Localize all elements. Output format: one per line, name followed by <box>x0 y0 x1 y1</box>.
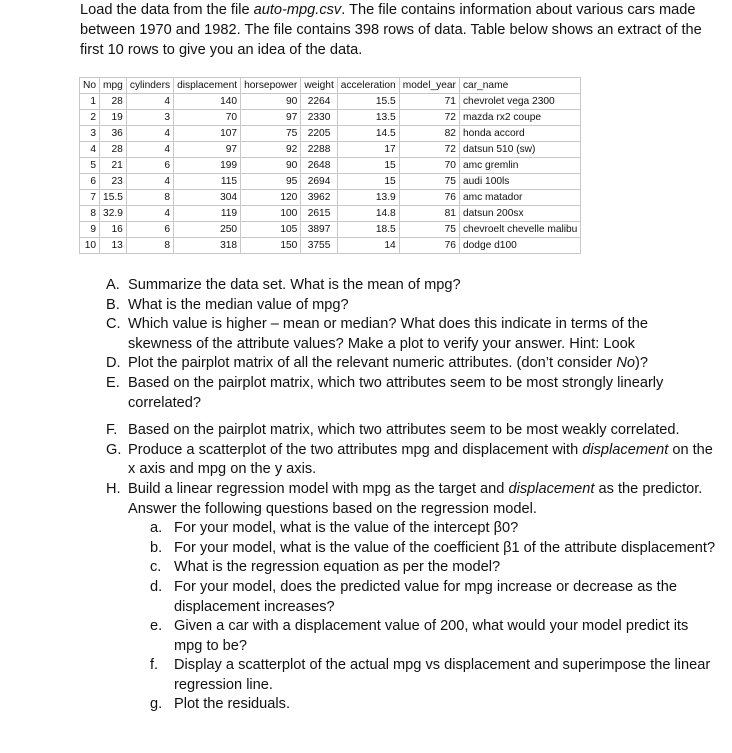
col-header-mpg: mpg <box>100 78 127 94</box>
question-f <box>106 421 716 441</box>
table-row <box>80 206 581 222</box>
cell-displacement: 318 <box>174 238 241 254</box>
cell-weight: 2205 <box>301 126 337 142</box>
col-header-model-year: model_year <box>399 78 459 94</box>
cell-cylinders: 6 <box>126 158 173 174</box>
question-text-em: No <box>616 355 635 372</box>
subquestion-letter: b. <box>150 539 163 556</box>
cell-cylinders: 4 <box>126 142 173 158</box>
cell-car-name: mazda rx2 coupe <box>459 110 580 126</box>
cell-horsepower: 90 <box>241 158 301 174</box>
cell-horsepower: 95 <box>241 174 301 190</box>
question-letter: H. <box>106 480 121 497</box>
subquestion-f <box>150 656 716 695</box>
cell-model-year: 70 <box>399 158 459 174</box>
subquestion-d <box>150 578 716 617</box>
question-d <box>106 354 716 374</box>
table-row <box>80 174 581 190</box>
table-row <box>80 110 581 126</box>
subquestion-text: For your model, what is the value of the coefficient β1 of the attribute displacement? <box>174 539 716 556</box>
cell-mpg: 16 <box>100 222 127 238</box>
table-row <box>80 142 581 158</box>
subquestion-b <box>150 539 716 559</box>
cell-car-name: amc matador <box>459 190 580 206</box>
cell-model-year: 81 <box>399 206 459 222</box>
subquestion-letter: f. <box>150 657 159 674</box>
cell-weight: 2330 <box>301 110 337 126</box>
cell-acceleration: 14.5 <box>337 126 399 142</box>
cell-mpg: 21 <box>100 158 127 174</box>
subquestion-letter: g. <box>150 696 163 713</box>
col-header-weight: weight <box>301 78 337 94</box>
cell-mpg: 32.9 <box>100 206 127 222</box>
cell-cylinders: 6 <box>126 222 173 238</box>
cell-cylinders: 4 <box>126 126 173 142</box>
cell-model-year: 76 <box>399 238 459 254</box>
col-header-acceleration: acceleration <box>337 78 399 94</box>
intro-text <box>80 0 720 60</box>
cell-weight: 3755 <box>301 238 337 254</box>
cell-car-name: datsun 510 (sw) <box>459 142 580 158</box>
question-text: Based on the pairplot matrix, which two attributes seem to be most strongly linearly correlated? <box>128 374 664 411</box>
cell-no: 4 <box>80 142 100 158</box>
cell-no: 1 <box>80 94 100 110</box>
question-text-post: as the predictor. Answer the following questions based on the regression model. <box>128 480 703 517</box>
cell-model-year: 76 <box>399 190 459 206</box>
question-text-em: displacement <box>508 480 595 497</box>
cell-displacement: 119 <box>174 206 241 222</box>
intro-text-post: . The file contains information about various cars made between 1970 and 1982. The file contains 398 rows of data. Table below shows an extract of the first 10 rows to give you an idea of the data. <box>80 2 702 58</box>
cell-displacement: 199 <box>174 158 241 174</box>
cell-horsepower: 75 <box>241 126 301 142</box>
cell-weight: 3897 <box>301 222 337 238</box>
cell-displacement: 115 <box>174 174 241 190</box>
subquestion-letter: c. <box>150 559 162 576</box>
subquestion-text: For your model, does the predicted value for mpg increase or decrease as the displacement increases? <box>174 578 677 615</box>
question-letter: B. <box>106 296 120 313</box>
cell-no: 5 <box>80 158 100 174</box>
subquestion-g <box>150 695 716 715</box>
subquestion-c <box>150 558 716 578</box>
cell-car-name: chevroelt chevelle malibu <box>459 222 580 238</box>
cell-horsepower: 100 <box>241 206 301 222</box>
cell-weight: 2264 <box>301 94 337 110</box>
question-letter: G. <box>106 441 122 458</box>
table-row <box>80 238 581 254</box>
cell-acceleration: 14.8 <box>337 206 399 222</box>
cell-acceleration: 15 <box>337 174 399 190</box>
data-table <box>79 77 581 254</box>
cell-displacement: 304 <box>174 190 241 206</box>
subquestion-letter: d. <box>150 578 163 595</box>
cell-mpg: 23 <box>100 174 127 190</box>
table-row <box>80 190 581 206</box>
cell-mpg: 19 <box>100 110 127 126</box>
cell-weight: 2694 <box>301 174 337 190</box>
subquestion-letter: e. <box>150 618 163 635</box>
subquestion-text: Display a scatterplot of the actual mpg vs displacement and superimpose the linear regression line. <box>174 657 711 693</box>
cell-no: 3 <box>80 126 100 142</box>
cell-mpg: 15.5 <box>100 190 127 206</box>
cell-mpg: 28 <box>100 142 127 158</box>
subquestion-text: Given a car with a displacement value of 200, what would your model predict its mpg to be? <box>174 618 689 654</box>
cell-model-year: 72 <box>399 110 459 126</box>
cell-weight: 2288 <box>301 142 337 158</box>
subquestion-text: What is the regression equation as per the model? <box>174 559 501 576</box>
table-header-row <box>80 78 581 94</box>
question-text-pre: Build a linear regression model with mpg as the target and <box>128 480 509 497</box>
table-row <box>80 158 581 174</box>
cell-no: 2 <box>80 110 100 126</box>
cell-mpg: 28 <box>100 94 127 110</box>
intro-filename: auto-mpg.csv <box>253 2 342 18</box>
question-text-em: displacement <box>582 441 669 458</box>
cell-horsepower: 105 <box>241 222 301 238</box>
col-header-cylinders: cylinders <box>126 78 173 94</box>
cell-displacement: 97 <box>174 142 241 158</box>
cell-weight: 2615 <box>301 206 337 222</box>
cell-horsepower: 97 <box>241 110 301 126</box>
question-a <box>106 276 716 296</box>
table-row <box>80 222 581 238</box>
cell-no: 6 <box>80 174 100 190</box>
question-letter: A. <box>106 277 120 293</box>
cell-cylinders: 4 <box>126 94 173 110</box>
subquestion-letter: a. <box>150 520 163 537</box>
question-text: Based on the pairplot matrix, which two attributes seem to be most weakly correlated. <box>128 422 680 439</box>
cell-cylinders: 8 <box>126 238 173 254</box>
question-text-pre: Plot the pairplot matrix of all the relevant numeric attributes. (don’t consider <box>128 355 617 372</box>
cell-acceleration: 13.9 <box>337 190 399 206</box>
question-h <box>106 480 716 519</box>
subquestion-text: For your model, what is the value of the intercept β0? <box>174 520 519 537</box>
subquestion-a <box>150 519 716 539</box>
cell-acceleration: 17 <box>337 142 399 158</box>
col-header-horsepower: horsepower <box>241 78 301 94</box>
cell-horsepower: 120 <box>241 190 301 206</box>
cell-no: 7 <box>80 190 100 206</box>
cell-car-name: dodge d100 <box>459 238 580 254</box>
cell-model-year: 71 <box>399 94 459 110</box>
question-text <box>128 354 716 374</box>
cell-cylinders: 3 <box>126 110 173 126</box>
col-header-displacement: displacement <box>174 78 241 94</box>
cell-displacement: 107 <box>174 126 241 142</box>
cell-no: 9 <box>80 222 100 238</box>
question-text <box>128 480 716 519</box>
cell-acceleration: 14 <box>337 238 399 254</box>
table-body <box>80 94 581 254</box>
question-text: What is the median value of mpg? <box>128 296 349 313</box>
cell-mpg: 13 <box>100 238 127 254</box>
question-text-pre: Produce a scatterplot of the two attributes mpg and displacement with <box>128 441 583 458</box>
question-text-post: )? <box>634 355 648 372</box>
question-letter: D. <box>106 355 121 372</box>
cell-acceleration: 15.5 <box>337 94 399 110</box>
cell-acceleration: 15 <box>337 158 399 174</box>
table-row <box>80 126 581 142</box>
intro-paragraph <box>80 0 720 60</box>
cell-cylinders: 4 <box>126 206 173 222</box>
question-text: Which value is higher – mean or median? What does this indicate in terms of the skewness of the attribute values? Make a plot to verify your answer. Hint: Look <box>128 316 648 352</box>
question-letter: E. <box>106 374 120 391</box>
cell-horsepower: 90 <box>241 94 301 110</box>
questions-list <box>106 276 716 715</box>
question-letter: F. <box>106 422 118 439</box>
cell-mpg: 36 <box>100 126 127 142</box>
cell-model-year: 75 <box>399 222 459 238</box>
cell-acceleration: 13.5 <box>337 110 399 126</box>
cell-acceleration: 18.5 <box>337 222 399 238</box>
subquestion-e <box>150 617 716 656</box>
cell-no: 10 <box>80 238 100 254</box>
question-e <box>106 374 716 413</box>
question-c <box>106 315 716 354</box>
question-b <box>106 296 716 316</box>
table-row <box>80 94 581 110</box>
cell-weight: 2648 <box>301 158 337 174</box>
cell-horsepower: 92 <box>241 142 301 158</box>
cell-no: 8 <box>80 206 100 222</box>
cell-cylinders: 8 <box>126 190 173 206</box>
cell-car-name: chevrolet vega 2300 <box>459 94 580 110</box>
question-text-post: on the x axis and mpg on the y axis. <box>128 441 713 478</box>
question-letter: C. <box>106 316 121 333</box>
subquestion-text: Plot the residuals. <box>174 696 291 713</box>
question-text: Summarize the data set. What is the mean of mpg? <box>128 277 461 293</box>
col-header-car-name: car_name <box>459 78 580 94</box>
cell-model-year: 72 <box>399 142 459 158</box>
cell-horsepower: 150 <box>241 238 301 254</box>
col-header-no: No <box>80 78 100 94</box>
cell-car-name: audi 100ls <box>459 174 580 190</box>
cell-displacement: 250 <box>174 222 241 238</box>
cell-cylinders: 4 <box>126 174 173 190</box>
cell-car-name: amc gremlin <box>459 158 580 174</box>
subquestions-list <box>150 519 716 715</box>
cell-weight: 3962 <box>301 190 337 206</box>
cell-model-year: 75 <box>399 174 459 190</box>
cell-car-name: datsun 200sx <box>459 206 580 222</box>
question-g <box>106 441 716 480</box>
cell-displacement: 140 <box>174 94 241 110</box>
intro-text-pre: Load the data from the file <box>80 2 254 18</box>
cell-displacement: 70 <box>174 110 241 126</box>
question-text <box>128 441 716 480</box>
cell-car-name: honda accord <box>459 126 580 142</box>
cell-model-year: 82 <box>399 126 459 142</box>
